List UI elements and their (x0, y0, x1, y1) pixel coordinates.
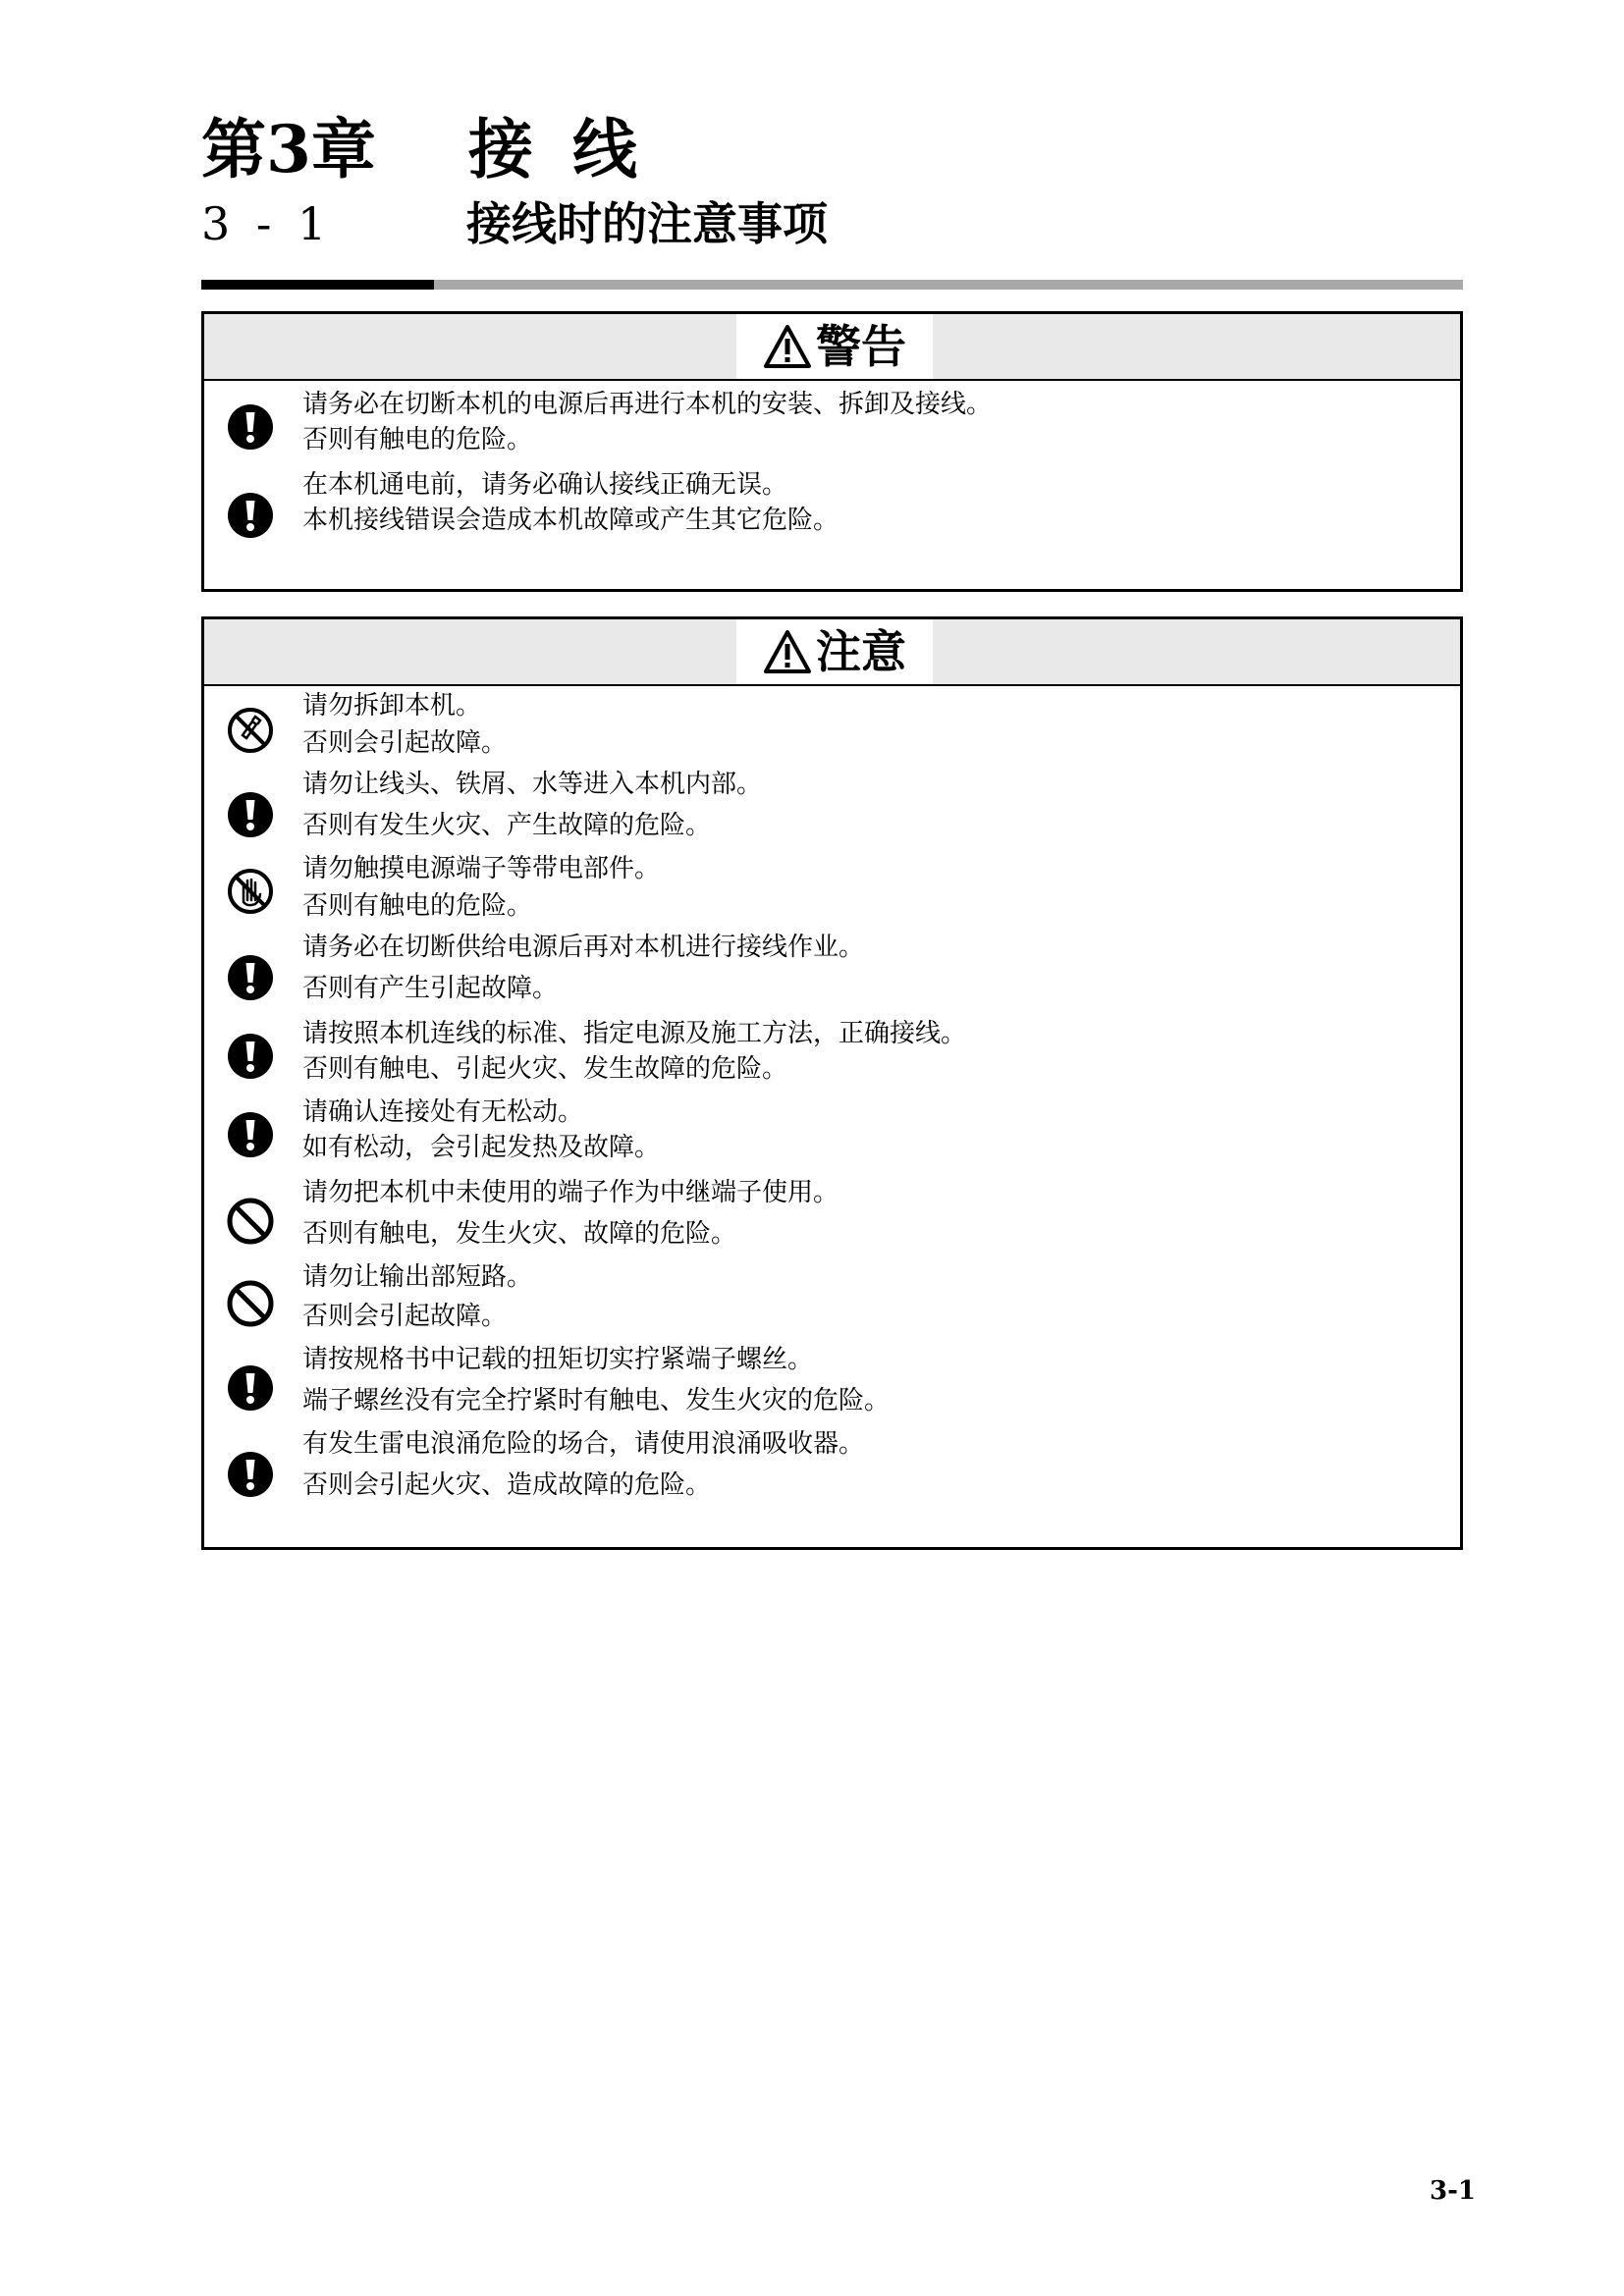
caution-item-line: 请务必在切断供给电源后再对本机进行接线作业。 (302, 933, 865, 962)
chapter-title (201, 110, 677, 188)
warning-item-line: 请务必在切断本机的电源后再进行本机的安装、拆卸及接线。 (302, 390, 993, 419)
mandatory-icon (226, 402, 275, 452)
warning-item-line: 否则有触电的危险。 (302, 425, 533, 454)
mandatory-icon (226, 790, 275, 839)
caution-item-line: 否则会引起火灾、造成故障的危险。 (302, 1470, 712, 1500)
caution-item-line: 端子螺丝没有完全拧紧时有触电、发生火灾的危险。 (302, 1386, 891, 1415)
warning-header (204, 314, 1460, 381)
caution-item-line: 否则有触电，发生火灾、故障的危险。 (302, 1219, 737, 1249)
mandatory-icon (226, 953, 275, 1002)
page-number: 3-1 (1430, 2176, 1476, 2206)
caution-label (736, 619, 933, 684)
warning-item-line: 在本机通电前，请务必确认接线正确无误。 (302, 470, 788, 500)
caution-item-line: 否则有触电、引起火灾、发生故障的危险。 (302, 1054, 788, 1084)
caution-item-line: 请勿拆卸本机。 (302, 691, 482, 721)
warning-item-line: 本机接线错误会造成本机故障或产生其它危险。 (302, 506, 839, 535)
mandatory-icon (226, 1110, 275, 1159)
warning-title: 警告 (816, 320, 906, 373)
caution-item-line: 请勿让输出部短路。 (302, 1262, 533, 1292)
caution-item-line: 请按规格书中记载的扭矩切实拧紧端子螺丝。 (302, 1345, 814, 1374)
caution-item-line: 请勿让线头、铁屑、水等进入本机内部。 (302, 770, 763, 799)
chapter-number: 第3章 (201, 111, 376, 187)
section-number: 3 - 1 (201, 197, 333, 250)
warning-label (736, 314, 933, 379)
section-rule (201, 280, 1463, 290)
caution-item-line: 如有松动，会引起发热及故障。 (302, 1133, 661, 1162)
prohibition-icon (226, 1197, 275, 1246)
warning-triangle-icon (763, 629, 812, 674)
caution-item-line: 请勿触摸电源端子等带电部件。 (302, 854, 661, 883)
section-heading: 接线时的注意事项 (466, 197, 828, 250)
no-touch-icon (226, 867, 275, 916)
section-title (201, 194, 828, 253)
caution-item-line: 有发生雷电浪涌危险的场合，请使用浪涌吸收器。 (302, 1429, 865, 1459)
caution-header (204, 619, 1460, 686)
caution-title: 注意 (816, 625, 906, 678)
mandatory-icon (226, 1032, 275, 1081)
prohibition-icon (226, 1279, 275, 1328)
section-rule-accent (201, 280, 434, 290)
caution-item-line: 否则会引起故障。 (302, 1302, 508, 1331)
caution-item-line: 请按照本机连线的标准、指定电源及施工方法，正确接线。 (302, 1019, 967, 1048)
mandatory-icon (226, 491, 275, 540)
mandatory-icon (226, 1450, 275, 1499)
no-disassembly-icon (226, 706, 275, 755)
warning-triangle-icon (763, 324, 812, 369)
chapter-name: 接线 (468, 111, 677, 187)
caution-item-line: 请确认连接处有无松动。 (302, 1097, 584, 1127)
caution-item-line: 请勿把本机中未使用的端子作为中继端子使用。 (302, 1178, 839, 1207)
caution-item-line: 否则有产生引起故障。 (302, 974, 559, 1003)
caution-box (201, 616, 1463, 1550)
caution-item-line: 否则有发生火灾、产生故障的危险。 (302, 811, 712, 840)
caution-item-line: 否则有触电的危险。 (302, 891, 533, 921)
mandatory-icon (226, 1363, 275, 1413)
caution-item-line: 否则会引起故障。 (302, 728, 508, 758)
warning-box (201, 311, 1463, 592)
